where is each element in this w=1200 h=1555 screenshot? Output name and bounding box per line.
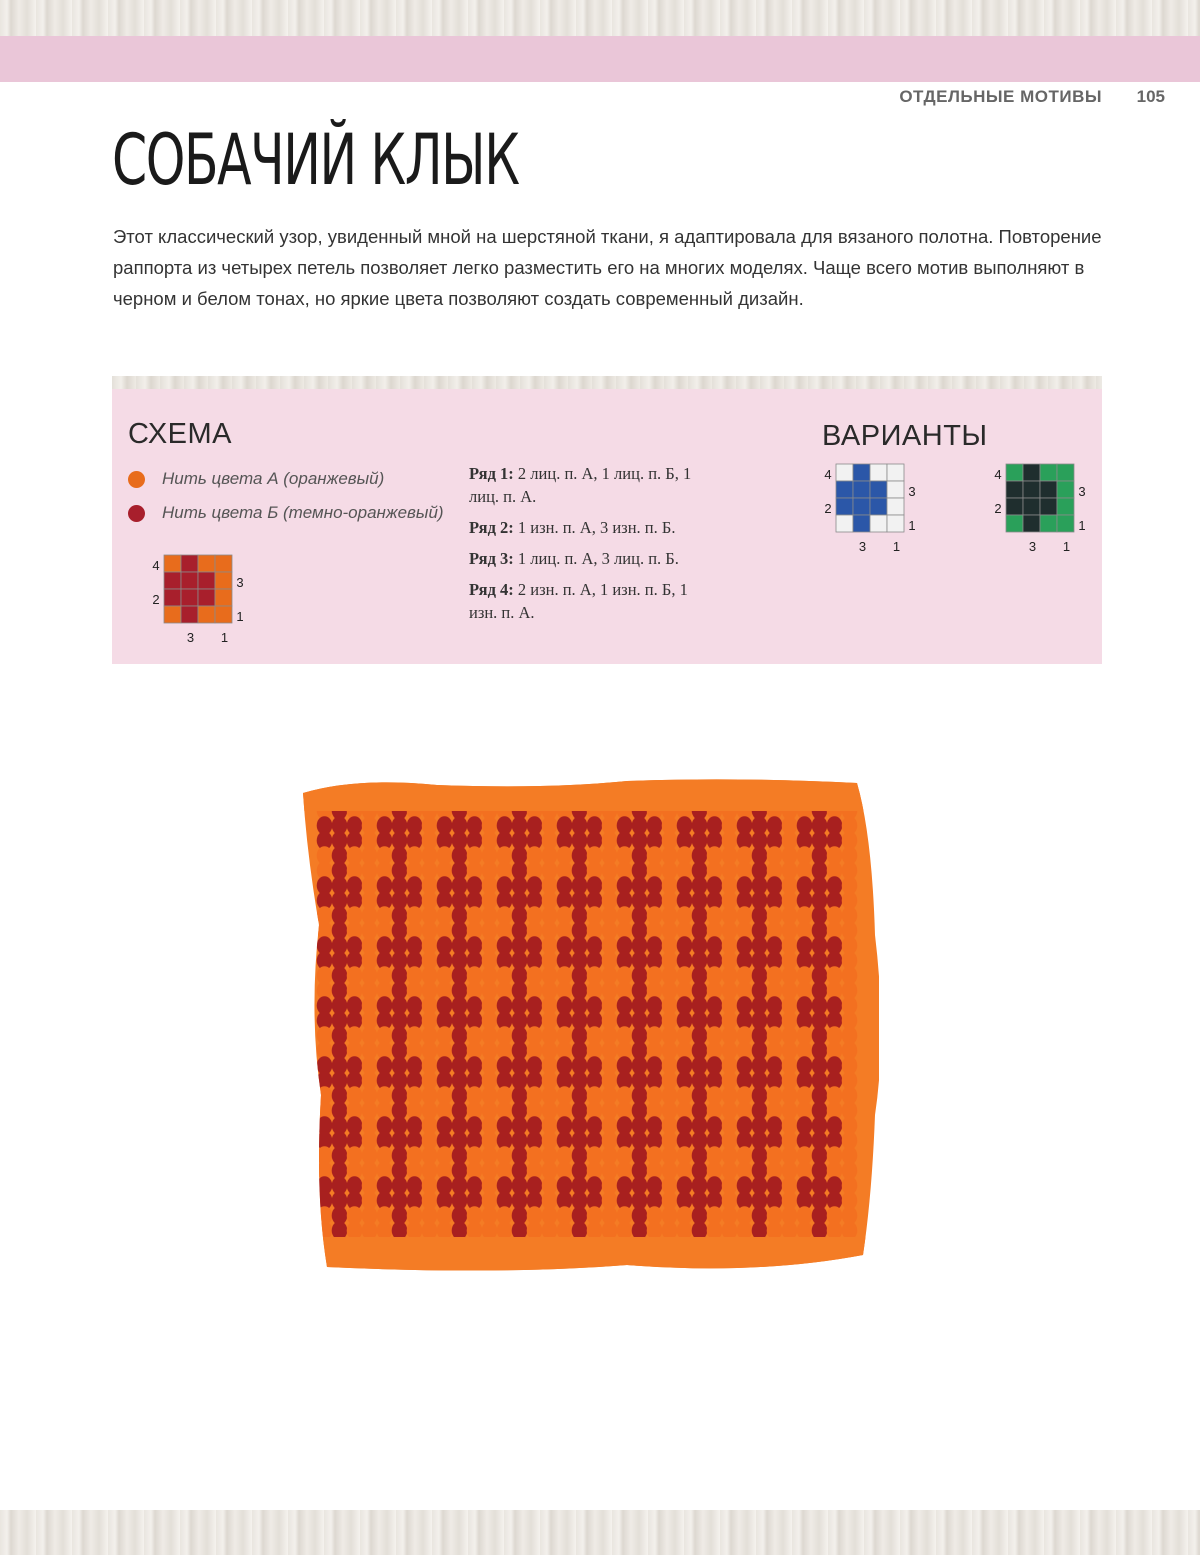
wood-background-bottom (0, 1510, 1200, 1555)
chart-cell (1006, 464, 1023, 481)
chart-label: 3 (186, 630, 195, 645)
chart-label: 2 (152, 592, 160, 607)
chart-label: 4 (824, 467, 832, 482)
chart-cell (215, 555, 232, 572)
chart-cell (1023, 515, 1040, 532)
chart-cell (887, 498, 904, 515)
page-title: СОБАЧИЙ КЛЫК (112, 119, 519, 201)
variant-chart-green (990, 464, 1090, 556)
chart-cell (870, 498, 887, 515)
color-legend (128, 462, 444, 530)
row-instruction (469, 462, 714, 508)
chart-cell (1040, 481, 1057, 498)
chart-cell (198, 606, 215, 623)
chart-label: 2 (994, 501, 1002, 516)
chart-cell (164, 572, 181, 589)
wood-background-top (0, 0, 1200, 38)
chart-cell (1006, 515, 1023, 532)
chart-label: 3 (1028, 539, 1037, 554)
chart-cell (181, 555, 198, 572)
chart-cell (887, 464, 904, 481)
chart-cell (164, 589, 181, 606)
row-instruction (469, 578, 714, 624)
intro-paragraph: Этот классический узор, увиденный мной на шерстяной ткани, я адаптировала для вязаного полотна. Повторение раппорта из четырех петель позволяет легко разместить его на многих моделях. Чаще всего мотив выполняют в черном и белом тонах, но яркие цвета позволяют создать современный дизайн. (113, 226, 1102, 309)
chart-label: 3 (908, 484, 916, 499)
chart-cell (836, 481, 853, 498)
chart-cell (836, 515, 853, 532)
chart-label: 3 (858, 539, 867, 554)
chart-cell (853, 515, 870, 532)
chart-cell (1040, 464, 1057, 481)
row-text: 1 лиц. п. А, 3 лиц. п. Б. (517, 549, 679, 568)
chart-cell (198, 589, 215, 606)
chart-cell (198, 572, 215, 589)
row-instruction (469, 516, 714, 539)
scheme-heading: СХЕМА (128, 418, 232, 450)
chart-cell (164, 555, 181, 572)
section-title: ОТДЕЛЬНЫЕ МОТИВЫ (899, 87, 1102, 106)
chart-grid (148, 555, 248, 647)
chart-label: 3 (236, 575, 244, 590)
chart-cell (836, 464, 853, 481)
legend-label: Нить цвета Б (темно-оранжевый) (162, 503, 444, 522)
chart-cell (870, 464, 887, 481)
chart-label: 1 (1078, 518, 1086, 533)
variants-heading: ВАРИАНТЫ (822, 420, 988, 452)
chart-cell (181, 589, 198, 606)
chart-cell (181, 606, 198, 623)
row-label: Ряд 4: (469, 580, 514, 599)
chart-cell (853, 498, 870, 515)
chart-cell (1057, 464, 1074, 481)
color-b-swatch-icon (128, 505, 145, 522)
chart-cell (181, 572, 198, 589)
chart-cell (215, 606, 232, 623)
chart-label: 1 (220, 630, 229, 645)
chart-cell (1023, 498, 1040, 515)
row-label: Ряд 2: (469, 518, 514, 537)
row-label: Ряд 1: (469, 464, 514, 483)
chart-grid (990, 464, 1090, 556)
knitted-swatch-photo (297, 775, 879, 1280)
chart-cell (1006, 498, 1023, 515)
row-text: 2 лиц. п. А, 1 лиц. п. Б, 1 лиц. п. А. (469, 464, 692, 506)
legend-item-color-a (128, 462, 444, 496)
chart-cell (853, 464, 870, 481)
chart-cell (1057, 515, 1074, 532)
page-number: 105 (1136, 87, 1165, 106)
row-instruction (469, 547, 714, 570)
row-instructions (469, 462, 714, 632)
chart-label: 4 (994, 467, 1002, 482)
chart-cell (887, 481, 904, 498)
row-label: Ряд 3: (469, 549, 514, 568)
chart-label: 1 (236, 609, 244, 624)
chart-grid (820, 464, 920, 556)
chart-cell (1057, 481, 1074, 498)
chart-cell (870, 515, 887, 532)
chart-cell (215, 572, 232, 589)
variant-chart-blue (820, 464, 920, 556)
chart-cell (1040, 498, 1057, 515)
panel-wood-strip (112, 376, 1102, 390)
header-bar (0, 36, 1200, 106)
row-text: 2 изн. п. А, 1 изн. п. Б, 1 изн. п. А. (469, 580, 688, 622)
chart-cell (1023, 481, 1040, 498)
chart-cell (836, 498, 853, 515)
chart-label: 4 (152, 558, 160, 573)
chart-cell (1057, 498, 1074, 515)
color-a-swatch-icon (128, 471, 145, 488)
scheme-chart (148, 555, 248, 647)
chart-cell (164, 606, 181, 623)
legend-label: Нить цвета А (оранжевый) (162, 469, 385, 488)
chart-label: 1 (908, 518, 916, 533)
chart-label: 1 (1062, 539, 1071, 554)
chart-label: 2 (824, 501, 832, 516)
chart-cell (853, 481, 870, 498)
chart-label: 3 (1078, 484, 1086, 499)
chart-cell (887, 515, 904, 532)
chart-cell (1023, 464, 1040, 481)
chart-cell (198, 555, 215, 572)
chart-cell (1006, 481, 1023, 498)
chart-cell (870, 481, 887, 498)
chart-cell (1040, 515, 1057, 532)
chart-cell (215, 589, 232, 606)
legend-item-color-b (128, 496, 444, 530)
row-text: 1 изн. п. А, 3 изн. п. Б. (517, 518, 676, 537)
chart-label: 1 (892, 539, 901, 554)
